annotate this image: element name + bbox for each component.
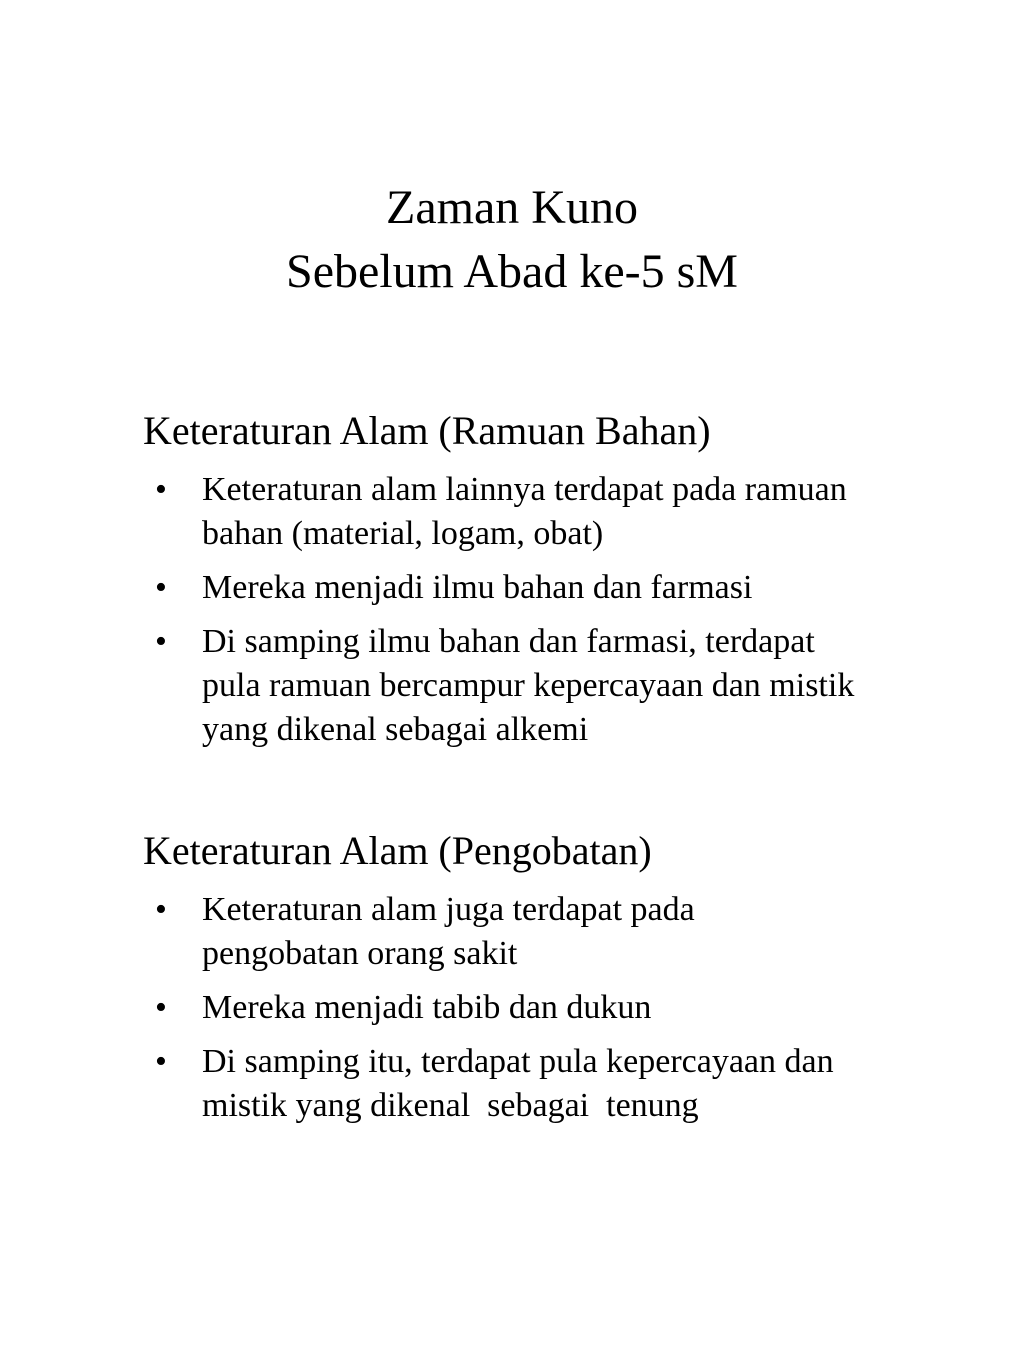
bullet-dot-icon: •: [155, 1043, 167, 1080]
bullet-text-line: yang dikenal sebagai alkemi: [202, 711, 589, 748]
section-heading-pengobatan: Keteraturan Alam (Pengobatan): [143, 828, 652, 873]
bullet-item: [155, 986, 985, 1030]
bullet-text-line: Mereka menjadi ilmu bahan dan farmasi: [202, 569, 753, 606]
bullet-text-line: Di samping itu, terdapat pula kepercayaan dan: [202, 1043, 834, 1080]
bullet-dot-icon: •: [155, 569, 167, 606]
bullet-text-line: Keteraturan alam juga terdapat pada: [202, 891, 695, 928]
slide-title: Zaman Kuno: [386, 181, 638, 234]
bullet-dot-icon: •: [155, 471, 167, 508]
bullet-dot-icon: •: [155, 623, 167, 660]
bullet-text-line: Mereka menjadi tabib dan dukun: [202, 989, 652, 1026]
bullet-dot-icon: •: [155, 989, 167, 1026]
slide-subtitle: Sebelum Abad ke-5 sM: [286, 245, 738, 298]
bullet-dot-icon: •: [155, 891, 167, 928]
bullet-text-line: Di samping ilmu bahan dan farmasi, terdapat: [202, 623, 815, 660]
bullet-text-line: bahan (material, logam, obat): [202, 515, 604, 552]
bullet-text-line: pula ramuan bercampur kepercayaan dan mistik: [202, 667, 855, 704]
bullet-list-pengobatan: [155, 888, 985, 1138]
bullet-text-line: pengobatan orang sakit: [202, 935, 518, 972]
section-heading-ramuan-bahan: Keteraturan Alam (Ramuan Bahan): [143, 408, 711, 453]
bullet-item: [155, 1040, 985, 1128]
bullet-item: [155, 566, 985, 610]
bullet-text-line: mistik yang dikenal sebagai tenung: [202, 1087, 699, 1124]
bullet-item: [155, 888, 985, 976]
bullet-text-line: Keteraturan alam lainnya terdapat pada ramuan: [202, 471, 847, 508]
bullet-item: [155, 468, 985, 556]
bullet-item: [155, 620, 985, 752]
bullet-list-ramuan-bahan: [155, 468, 985, 762]
